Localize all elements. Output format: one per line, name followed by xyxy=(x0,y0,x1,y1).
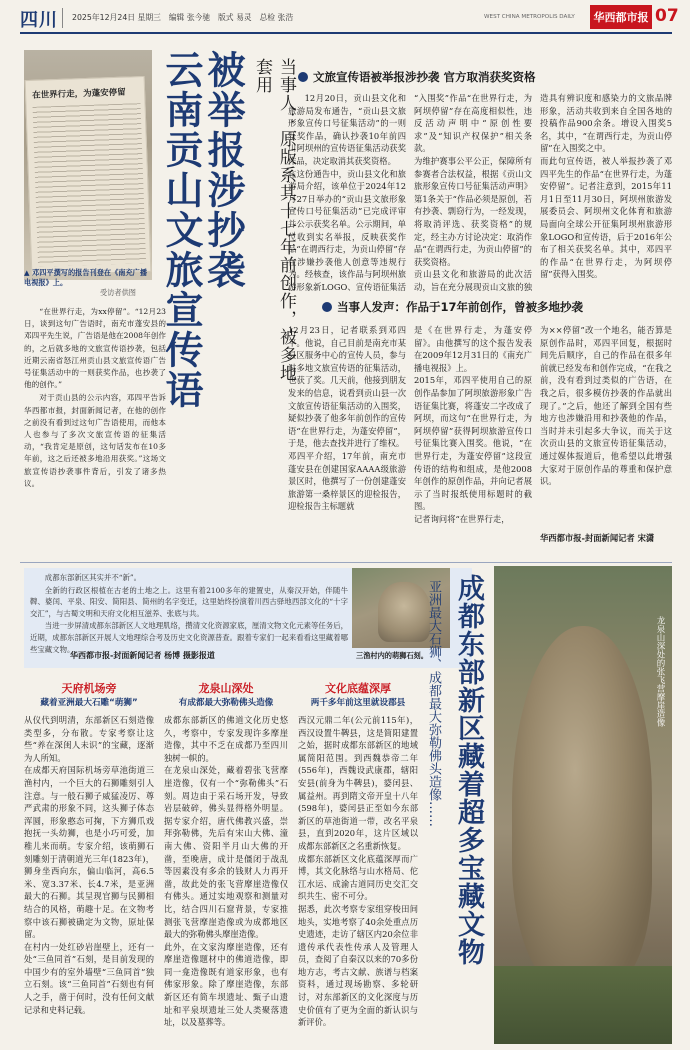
buddha-photo xyxy=(494,566,672,1044)
col-c-title: 文化底蕴深厚 xyxy=(325,682,391,695)
buddha-photo-foliage xyxy=(494,966,672,1044)
lion-photo-caption: 三渔村内的萌狮石刻。 xyxy=(356,651,428,660)
col-a-subtitle: 藏着亚洲最大石雕“萌狮” xyxy=(40,698,138,708)
section2-col3 xyxy=(540,324,672,556)
header-section-label: 四川 xyxy=(20,10,58,31)
story1-subhead: 当事人：原版系其十七年前创作，被多地套用 xyxy=(252,58,296,382)
story2-intro-p3: 当进一步屏清成都东部新区人文地理肌络，攒清文化资源家底，厘清文物文化元素等任务后，近期，成都东部新区开展人文地理综合考及历史文化资源普查。跟着专家们一起来看看这里藏着哪些宝藏文物。 xyxy=(30,621,348,654)
buddha-photo-caption: 龙泉山深处的张飞营摩崖造像 xyxy=(655,616,665,727)
header-divider-left xyxy=(62,8,63,28)
story2-subhead: 亚洲最大石狮、成都最大弥勒佛头造像…… xyxy=(426,580,441,827)
section1-title-text: 文旅宣传语被举报涉抄袭 官方取消获奖资格 xyxy=(313,70,536,84)
header-info: 2025年12月24日 星期三 编辑 张今驰 版式 易灵 总检 张浩 xyxy=(72,13,294,22)
section2-bullet-icon xyxy=(322,302,332,312)
story1-intro-p1: “在世界行走，为xx停留”。“12月23日，谈到这句广告语时，南充市蓬安县的邓四平先生说，广告语是他在2008年创作的，之后就多地的文旅宣传语抄袭，包括近期云南省怒江州贡山县文旅宣传语广告号征集活动中的一则获奖作品，也抄袭了他的创作。” xyxy=(24,307,166,390)
header-rule xyxy=(20,32,672,34)
report-photo-title: 在世界行走，为蓬安停留 xyxy=(31,87,126,101)
story2-intro-p2: 全新的行政区根植在古老的土地之上。这里有着2100多年的建置史，从秦汉开始，伴随牛鞞、婆闰、平泉、阳安、简阳县、简州的名字变迁，这里始终扮演着川西古驿地西部文化的“十字交汇”，与古蜀文明和天府文化相互滋养、张底与共。 xyxy=(30,585,348,618)
col-b-title: 龙泉山深处 xyxy=(198,682,254,695)
section1-bullet-icon xyxy=(298,72,308,82)
story2-intro-p1: 成都东部新区其实并不“新”。 xyxy=(44,573,142,582)
report-photo-credit: 受访者供图 xyxy=(100,288,136,297)
report-photo-text-lines xyxy=(33,103,147,267)
report-photo-newspaper xyxy=(25,76,152,276)
section2-col3-text: 为××停留”改一个地名，能否算是原创作品时，邓四平回复，根据时间先后顺序，自己的作品在很多年前就已经发布和创作完成，“在我之前，没有看到过类似的广告语，在我之后，很多模仿抄袭的作品就出现了。”之后，他还了解到全国有些地方也涉嫌沿用和抄袭他的作品，当时并未引起多大争议，而关于这次贡山县的文旅宣传语征集活动，通过媒体报道后，他希望以此增强大家对于原创作品的尊重和保护意识。 xyxy=(540,325,672,487)
lion-photo-statue xyxy=(378,582,430,642)
report-photo-caption: ▲ 邓四平撰写的报告刊登在《南充广播电视报》上。 xyxy=(24,268,148,287)
page-header xyxy=(0,0,690,44)
section2-title xyxy=(322,300,682,314)
logo-text: 华西都市报 xyxy=(593,11,649,24)
story-divider xyxy=(20,562,672,563)
page-number: 07 xyxy=(655,6,679,26)
header-english-name: WEST CHINA METROPOLIS DAILY xyxy=(484,14,575,20)
story1-headline: 被举报涉抄袭 云南贡山文旅宣传语 xyxy=(159,50,246,410)
col-a-text: 从仪代到明清，东部新区石刻造像类型多，分布散。专家考察让这些“养在深闺人未识”的宝藏，逐渐为人所知。 在成都天府国际机场旁草池街道三渔村内，一个巨大的石狮雕刻引人注意。与一般石狮子威猛凌厉、尊严武肃的形象不同，这头狮子体态浑圆，形象憨态可掬，下方狮爪戏抱抚一头幼狮，也是小巧可爱，加稚儿来而萌。专家介绍，该萌狮石刻雕刻于清朝道光三年(1823年)，狮身坐西向东，偏山临河，高6.5米、宽3.37米、长4.7米，是亚洲最大的石狮。其呈现官狮与民狮相结合的风格，萌趣十足。在文物考察中该石狮被确定为文物，原址保留。 在村内一处红砂岩崖壁上，还有一处“三鱼同首”石刻，是目前发现的中国少有的室外墙壁“三鱼同首”独立石刻。该“三鱼同首”石刻也有何人之手，凿于何时，没有任何文献记录和史料记载。 xyxy=(24,715,154,1015)
section2-col1: 12月23日，记者联系到邓四平。他说，自己目前是南充市某县区服务中心的宣传人员，参与过多地文旅宣传语的征集活动，也获了奖。几天前，他接到朋友发来的信息，说看到贡山县一次文旅宣传语征集活动的入围奖，疑似抄袭了他多年前创作的宣传语“在世界行走，为蓬安停留”，于是，他去查找并进行了维权。 邓四平介绍，17年前，南充市蓬安县在创建国家AAAA级旅游景区时，他撰写了一份创建蓬安旅游第一桑梓景区的迎检报告，迎检报告主标题就 xyxy=(288,325,406,512)
section2-col2: 是《在世界行走，为蓬安停留》。由他撰写的这个报告发表在2009年12月31日的《南充广播电视报》上。 2015年，邓四平使用自己的原创作品参加了阿坝旅游形象广告语征集比赛，将蓬安二字改成了阿坝，而这句“在世界行走，为阿坝停留”获得阿坝旅游宣传口号征集比赛入围奖。他说，“在世界行走，为蓬安停留”这段宣传语的结构和组成，是他2008年创作的原创作品，并向记者展示了当时报纸使用标题时的截图。 记者询问将“在世界行走， xyxy=(414,325,532,524)
buddha-photo-rock xyxy=(512,626,652,986)
section1-title xyxy=(298,70,678,84)
section2-title-text: 当事人发声：作品于17年前创作，曾被多地抄袭 xyxy=(337,300,584,314)
section1-col3: 造具有辨识度和感染力的文旅品牌形象，活动共收到来自全国各地的投稿作品900余条。增设入围奖5名，其中，“在谓西行走，为贡山停留”在入围奖之中。 而此句宣传语，被人举报抄袭了邓四平先生的作品“在世界行走，为蓬安停留”。记者注意到，2015年11月1日至11月30日，阿坝州旅游发展委员会、阿坝州文化体育和旅游局面向全球公开征集阿坝州旅游形象LOGO和宣传语，后于2016年公布了相关获奖名单。其中，邓四平的作品“在世界行走，为阿坝停留”获得入围奖。 xyxy=(540,93,672,280)
story1-intro xyxy=(24,306,166,556)
col-c-subtitle: 两千多年前这里就设郡县 xyxy=(310,698,406,708)
col-b-text: 成都东部新区的佛道文化历史悠久，考察中，专家发现许多摩崖造像，其中不乏在成都乃至四川独树一帜的。 在龙泉山深处，藏着碧张飞营摩崖造像，仅有一个“弥勒佛头”石刻。周边由于采石场开发，导致岩层破碎，佛头显得格外明显。据专家介绍，唐代佛教兴盛，崇拜弥勒佛，先后有宋山大佛、潼南大佛、资阳半月山大佛的开凿，至晚唐，成计是僵闭于战乱等因素没有多余的钱财人力再开凿，故此处的张飞营摩崖造像仅有佛头。通过实地观察和测量对比，结合四川石窟背景，专家推测张飞营摩崖造像或为成都地区最大的弥勒佛头摩崖造像。 此外，在文家沟摩崖造像，还有摩崖造像题材中的佛道造像，即同一龛造像既有道家形象，也有佛家形象。除了摩崖造像，东部新区还有简车坝遗址、甄子山遗址和平泉坝遗址三处人类聚落遗址，以及墓葬等。 xyxy=(164,715,288,1028)
section1-col2: “入围奖”作品“在世界行走，为阿坝停留”存在高度相似性，违反活动声明中“原创性要求”及“知识产权保护”相关条款。 为维护赛事公平公正，保障所有参赛者合法权益，根据《贡山文旅形象宣传口号征集活动声明》第1条关于“作品必须是原创，若有抄袭、剽窃行为，一经发现，将取消评选、获奖资格”的规定，经主办方讨论决定：取消作品“在谓西行走，为贡山停留”的获奖资格。 贡山县文化和旅游局的此次活动，旨在充分展现贡山文旅的独 xyxy=(414,93,532,292)
col-a-title: 天府机场旁 xyxy=(61,682,117,695)
newspaper-logo xyxy=(590,5,652,29)
col-b-subtitle: 有成都最大弥勒佛头造像 xyxy=(178,698,274,708)
story1-intro-p2: 对于贡山县的公示内容，邓四平告诉华西都市报，封面新闻记者，在他的创作之前没有看到过这句广告语使用，而他本人也参与了多次文旅宣传语的征集活动，“我肯定是原创，这句话发布在10多年前，这之后还被多地沿用获奖。”这场文旅宣传语抄袭事件背后，引发了诸多热议。 xyxy=(24,393,166,488)
report-photo xyxy=(24,50,152,280)
section1-col1: 12月20日，贡山县文化和旅游局发布通告，“贡山县文旅形象宣传口号征集活动”的一则获奖作品，确认抄袭10年前四川阿坝州的宣传语征集活动获奖作品，决定取消其获奖资格。 在这份通告中，贡山县文化和旅游局介绍，该单位于2024年12月27日举办的“贡山县文旅形象宣传口号征集活动”已完成评审并公示获奖名单。公示期间，单位收到实名举报，反映获奖作品“在谓西行走，为贡山停留”存在涉嫌抄袭他人创意等违规行为。经核查，该作品与阿坝州旅游形象新LOGO、宣传语征集活 xyxy=(288,93,406,292)
story2-byline: 华西都市报-封面新闻记者 杨博 摄影报道 xyxy=(70,651,215,660)
section2-byline: 华西都市报-封面新闻记者 宋潇 xyxy=(540,533,655,543)
col-c-text: 西汉元鼎二年(公元前115年)，西汉设置牛鞞县，这是简阳建置之始，据时成都东部新区的地域属简阳范围。到西魏恭帝二年(556年)，西魏设武康郡，辖阳安县(前身为牛鞞县)，婆闰县、属益州。再到隋文帝开皇十八年(598年)，婆闰县正至如今东部新区的草池街道一带，改名平泉县，直到2020年，这片区域以成都东部新区之名重新恢复。 成都东部新区文化底蕴深厚而广博，其文化脉络与山水格局、佗江水运、成渝古道同历史交汇交织共生、密不可分。 据悉，此次考察专家组穿梭田间地头，实地考察了40余处重点历史遗迹，走访了辖区内20余位非遗传承代表性传承人及管理人员，查阅了自秦汉以来的70多份地方志，考古文献、族谱与档案资料，通过现场勘察、多轮研讨，对东部新区的文化深度与历史价值有了更为全面的新认识与新评价。 xyxy=(298,715,418,1028)
story2-headline: 成都东部新区藏着超多宝藏文物 xyxy=(453,574,484,966)
